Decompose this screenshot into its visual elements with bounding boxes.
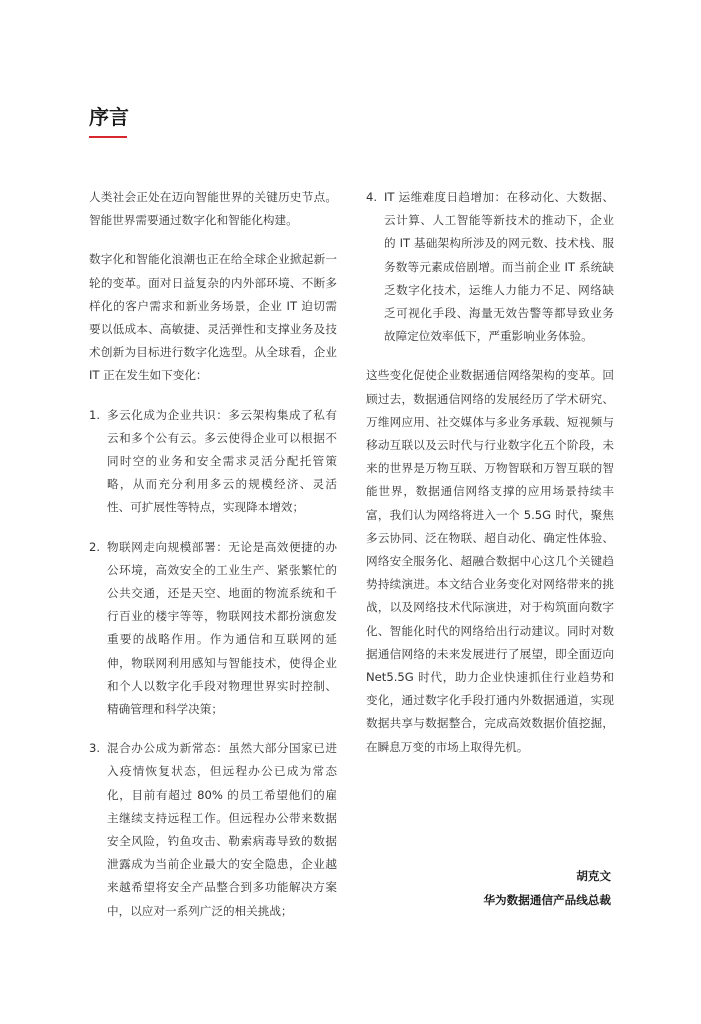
list-number: 2.: [89, 539, 101, 554]
list-item-text: 多云化成为企业共识：多云架构集成了私有云和多个公有云。多云使得企业可以根据不同时空的业务和安全需求灵活分配托管策略，从而充分利用多云的规模经济、灵活性、可扩展性等特点，实现降本增效；: [107, 407, 337, 515]
list-item: [366, 186, 614, 348]
title-underline: [89, 136, 127, 138]
changes-list: [89, 404, 337, 923]
list-number: 4.: [366, 190, 378, 204]
list-item-text: 物联网走向规模部署：无论是高效便捷的办公环境，高效安全的工业生产、紧张繁忙的公共交通，还是天空、地面的物流系统和千行百业的楼宇等等，物联网技术都扮演愈发重要的战略作用。作为通信和互联网的延伸，物联网利用感知与智能技术，使得企业和个人以数字化手段对物理世界实时控制、精确管理和科学决策；: [107, 539, 337, 717]
list-number: 3.: [89, 741, 101, 756]
changes-list-continued: [366, 186, 614, 348]
closing-paragraph: 这些变化促使企业数据通信网络架构的变革。回顾过去，数据通信网络的发展经历了学术研究、万维网应用、社交媒体与多业务承载、短视频与移动互联以及云时代与行业数字化五个阶段，未来的世界是万物互联、万物智联和万智互联的智能世界，数据通信网络支撑的应用场景持续丰富，我们认为网络将进入一个 5.5G 时代，聚焦多云协同、泛在物联、超自动化、确定性体验、网络安全服务化、超融合数据中心这几个关键趋势持续演进。本文结合业务变化对网络带来的挑战，以及网络技术代际演进，对于构筑面向数字化、智能化时代的网络给出行动建议。同时对数据通信网络的未来发展进行了展望，即全面迈向 Net5.5G 时代，助力企业快速抓住行业趋势和变化，通过数字化手段打通内外数据通道，实现数据共享与数据整合，完成高效数据价值挖掘，在瞬息万变的市场上取得先机。: [366, 368, 614, 754]
list-item-text: IT 运维难度日趋增加：在移动化、大数据、云计算、人工智能等新技术的推动下，企业的 IT 基础架构所涉及的网元数、技术栈、服务数等元素成倍剧增。而当前企业 IT 系统缺乏数字化技术，运维人力能力不足、网络缺乏可视化手段、海量无效告警等都导致业务故障定位效率低下，严重影响业务体验。: [384, 190, 614, 344]
list-item: [89, 536, 337, 722]
list-item-text: 混合办公成为新常态：虽然大部分国家已进入疫情恢复状态，但远程办公已成为常态化，目前有超过 80% 的员工希望他们的雇主继续支持远程工作。但远程办公带来数据安全风险，钓鱼攻击、勒索病毒导致的数据泄露成为当前企业最大的安全隐患，企业越来越希望将安全产品整合到多功能解决方案中，以应对一系列广泛的相关挑战；: [107, 741, 337, 918]
signature-block: [483, 864, 611, 912]
intro-paragraph-1: 人类社会正处在迈向智能世界的关键历史节点。智能世界需要通过数字化和智能化构建。: [89, 190, 337, 228]
intro-paragraph-2: 数字化和智能化浪潮也正在给全球企业掀起新一轮的变革。面对日益复杂的内外部环境、不断多样化的客户需求和新业务场景，企业 IT 迫切需要以低成本、高敏捷、灵活弹性和支撑业务及技术创新为目标进行数字化选型。从全球看，企业 IT 正在发生如下变化：: [89, 252, 337, 383]
list-item: [89, 737, 337, 923]
left-column: [89, 186, 337, 939]
list-number: 1.: [89, 407, 101, 422]
author-name: 胡克文: [576, 869, 611, 883]
right-column: [366, 186, 614, 775]
page-title: 序言: [89, 105, 129, 129]
list-item: [89, 404, 337, 520]
author-role: 华为数据通信产品线总裁: [483, 893, 611, 907]
